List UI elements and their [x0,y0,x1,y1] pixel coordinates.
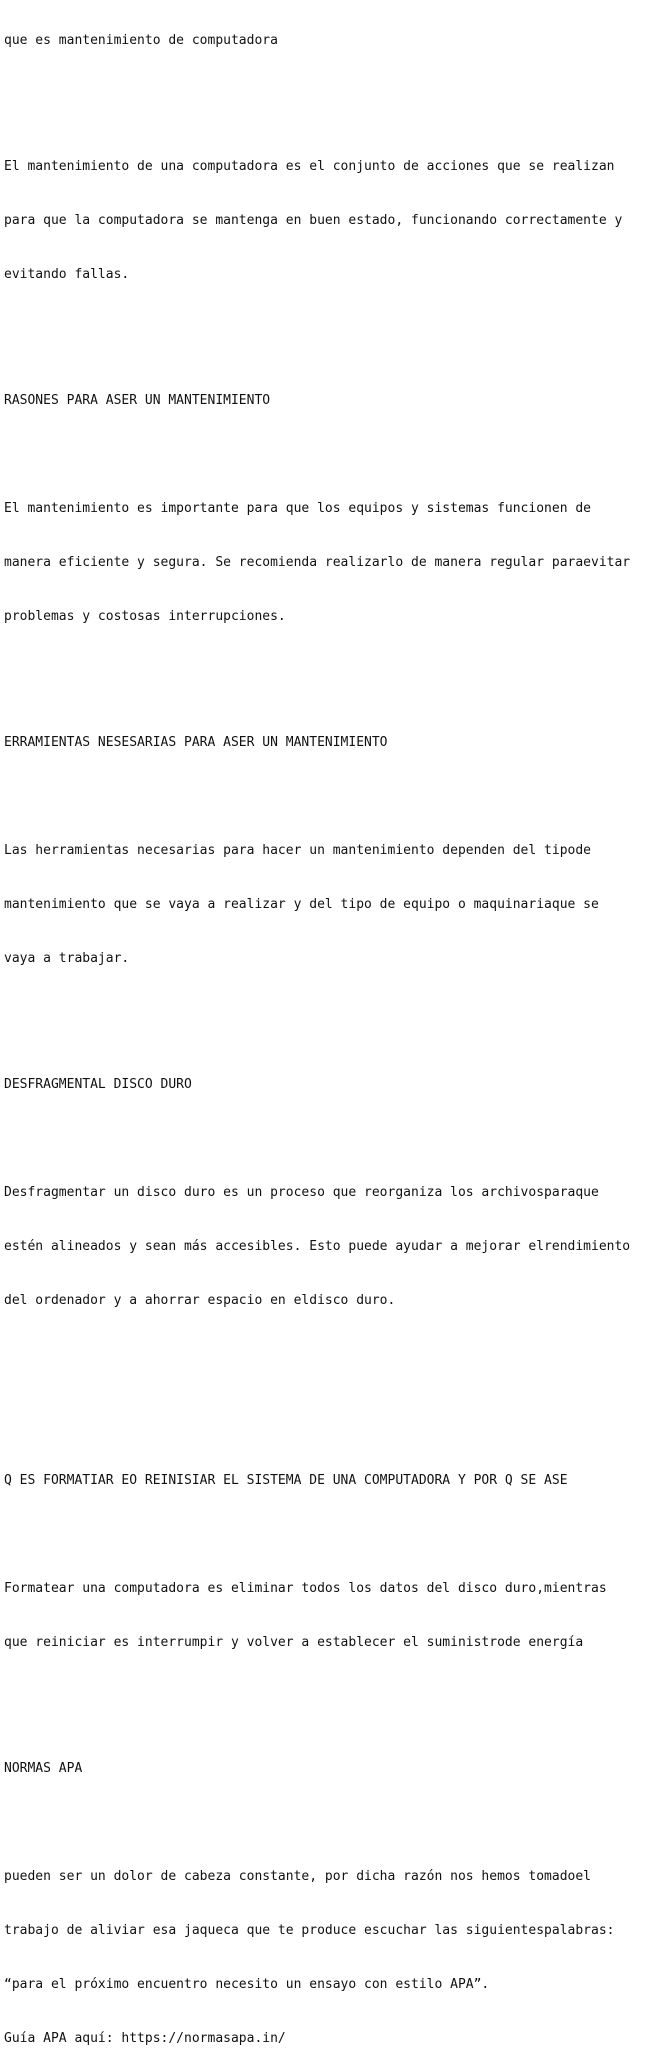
document-body [4,0,647,2066]
section-heading: NORMAS APA [4,1761,83,1776]
section-heading: ERRAMIENTAS NESESARIAS PARA ASER UN MANTENIMIENTO [4,735,388,750]
paragraph-line: Formatear una computadora es eliminar todos los datos del disco duro,mientras [4,1581,607,1596]
paragraph-line: Desfragmentar un disco duro es un proceso que reorganiza los archivosparaque [4,1185,599,1200]
paragraph-line: pueden ser un dolor de cabeza constante, por dicha razón nos hemos tomadoel [4,1869,591,1884]
paragraph-line: para que la computadora se mantenga en buen estado, funcionando correctamente y [4,213,623,228]
blank-line [4,1346,647,1364]
blank-line [4,1130,647,1148]
section-heading: RASONES PARA ASER UN MANTENIMIENTO [4,393,271,408]
paragraph-line: estén alineados y sean más accesibles. Esto puede ayudar a mejorar elrendimiento [4,1239,631,1254]
document-title: que es mantenimiento de computadora [4,33,278,48]
blank-line [4,1004,647,1022]
paragraph-line: evitando fallas. [4,267,130,282]
paragraph-line: El mantenimiento de una computadora es el conjunto de acciones que se realizan [4,159,615,174]
section-heading: Q ES FORMATIAR EO REINISIAR EL SISTEMA DE UNA COMPUTADORA Y POR Q SE ASE [4,1473,568,1488]
blank-line [4,320,647,338]
paragraph-line: manera eficiente y segura. Se recomienda realizarlo de manera regular paraevitar [4,555,631,570]
blank-line [4,1400,647,1418]
paragraph-line: Guía APA aquí: https://normasapa.in/ [4,2031,286,2046]
paragraph-line: problemas y costosas interrupciones. [4,609,286,624]
paragraph-line: El mantenimiento es importante para que los equipos y sistemas funcionen de [4,501,591,516]
paragraph-line: mantenimiento que se vaya a realizar y del tipo de equipo o maquinariaque se [4,897,599,912]
paragraph-line: trabajo de aliviar esa jaqueca que te produce escuchar las siguientespalabras: [4,1923,615,1938]
blank-line [4,1814,647,1832]
blank-line [4,446,647,464]
blank-line [4,86,647,104]
blank-line [4,1526,647,1544]
paragraph-line: Las herramientas necesarias para hacer un mantenimiento dependen del tipode [4,843,591,858]
paragraph-line: que reiniciar es interrumpir y volver a establecer el suministrode energía [4,1635,584,1650]
paragraph-line: del ordenador y a ahorrar espacio en eldisco duro. [4,1293,396,1308]
blank-line [4,662,647,680]
blank-line [4,1688,647,1706]
paragraph-line: vaya a trabajar. [4,951,130,966]
section-heading: DESFRAGMENTAL DISCO DURO [4,1077,192,1092]
blank-line [4,788,647,806]
paragraph-line: “para el próximo encuentro necesito un ensayo con estilo APA”. [4,1977,490,1992]
